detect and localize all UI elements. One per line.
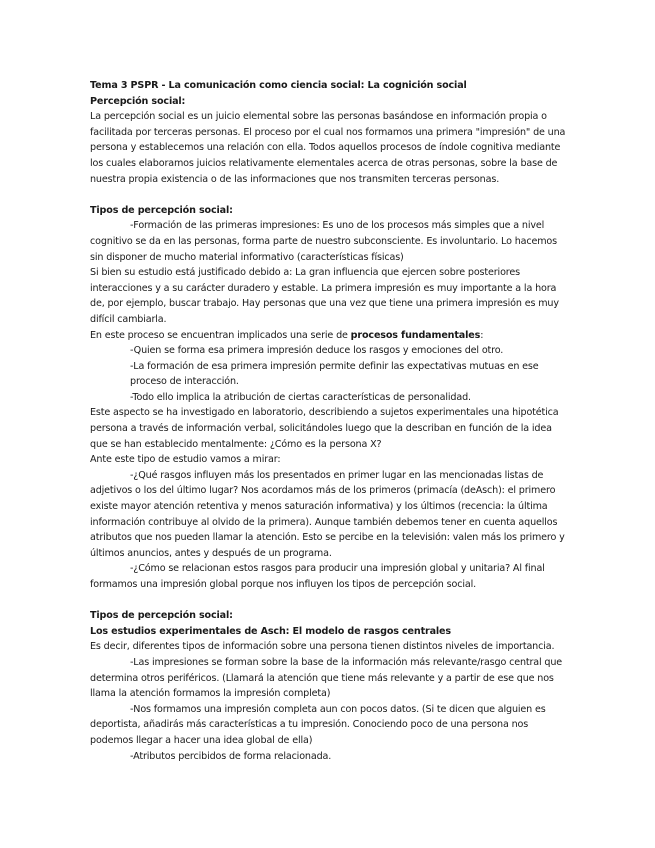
para-processes-bold: procesos fundamentales (350, 329, 481, 341)
section2-item: -Atributos percibidos de forma relacionada. (130, 750, 332, 762)
para-lab: Este aspecto se ha investigado en laboratorio, describiendo a sujetos experimentales una hipotética persona a través de información verbal, solicitándoles luego que la describan en función de la idea que se han establecido mentalmente: ¿Cómo es la persona X? (90, 407, 559, 450)
section2-item: -Las impresiones se forman sobre la base de la información más relevante/rasgo central que determina otros periféricos. (Llamará la atención que tiene más relevante y a partir de ese que nos llama la atención formamos la impresión completa) (90, 656, 563, 700)
process-item: -Todo ello implica la atribución de ciertas características de personalidad. (130, 391, 471, 403)
process-item: -Quien se forma esa primera impresión deduce los rasgos y emociones del otro. (130, 345, 504, 357)
spacer (90, 187, 570, 203)
document-title: Tema 3 PSPR - La comunicación como ciencia social: La cognición social (90, 80, 467, 91)
heading-perception: Percepción social: (90, 95, 186, 107)
para-processes (90, 328, 570, 344)
item-formation: -Formación de las primeras impresiones: Es uno de los procesos más simples que a nivel cognitivo se da en las personas, forma parte de nuestro subconsciente. Es involuntario. Lo hacemos sin disponer de mucho material informativo (características físicas) (90, 220, 558, 263)
section2-subheading: Los estudios experimentales de Asch: El modelo de rasgos centrales (90, 625, 451, 637)
section2-item: -Nos formamos una impresión completa aun con pocos datos. (Si te dicen que alguien es deportista, añadirás más características a tu impresión. Conociendo poco de una persona nos podemos llegar a hacer una idea global de ella) (90, 703, 546, 746)
para-justified: Si bien su estudio está justificado debido a: La gran influencia que ejercen sobre posteriores interacciones y a su carácter duradero y estable. La primera impresión es muy importante a la hora de, por ejemplo, buscar trabajo. Hay personas que una vez que tiene una primera impresión es muy difícil cambiarla. (90, 267, 559, 325)
question-first: -¿Qué rasgos influyen más los presentados en primer lugar en las mencionadas listas de adjetivos o los del último lugar? Nos acordamos más de los primeros (primacía (deAsch): el primero existe mayor atención retentiva y menos saturación informativa) y los últimos (recencia: la última información contribuye al olvido de la primera). Aunque también debemos tener en cuenta aquellos atributos que nos pueden llamar la atención. Esto se percibe en la televisión: valen más los primero y últimos anuncios, antes y después de un programa. (90, 469, 565, 559)
para-study: Ante este tipo de estudio vamos a mirar: (90, 454, 281, 466)
process-item: -La formación de esa primera impresión permite definir las expectativas mutuas en ese proceso de interacción. (130, 360, 539, 388)
section1-heading: Tipos de percepción social: (90, 204, 233, 216)
intro-paragraph: La percepción social es un juicio elemental sobre las personas basándose en información propia o facilitada por terceras personas. El proceso por el cual nos formamos una primera "impresión" de una persona y establecemos una relación con ella. Todos aquellos procesos de índole cognitiva mediante los cuales elaboramos juicios relativamente elementales acerca de otras personas, sobre la base de nuestra propia existencia o de las informaciones que nos transmiten terceras personas. (90, 111, 566, 185)
para-processes-prefix: En este proceso se encuentran implicados una serie de (90, 329, 351, 341)
para-processes-suffix: : (480, 329, 484, 341)
section2-heading: Tipos de percepción social: (90, 610, 233, 622)
section2-intro: Es decir, diferentes tipos de información sobre una persona tienen distintos niveles de importancia. (90, 641, 555, 653)
document-page (90, 78, 570, 764)
question-second: -¿Cómo se relacionan estos rasgos para producir una impresión global y unitaria? Al final formamos una impresión global porque nos influyen los tipos de percepción social. (90, 563, 545, 590)
spacer (90, 593, 570, 609)
